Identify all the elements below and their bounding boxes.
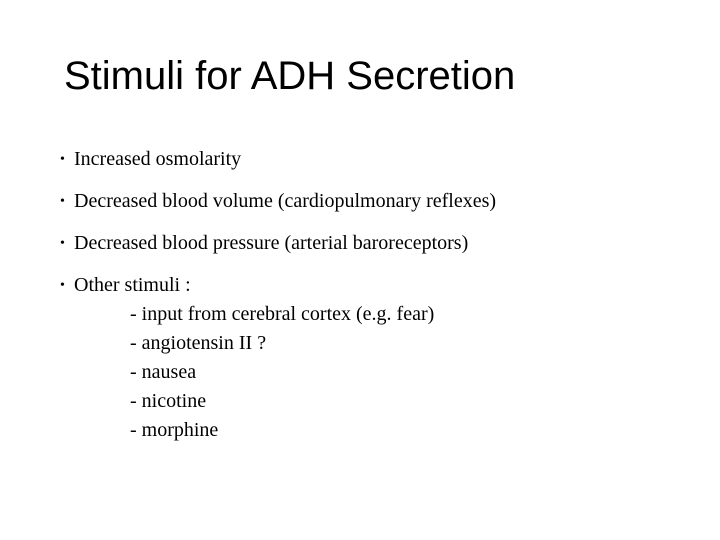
sub-bullet-item: - morphine: [130, 419, 219, 441]
bullet-text: Decreased blood pressure (arterial baroreceptors): [74, 232, 469, 254]
bullet-list: [60, 145, 700, 458]
bullet-item: [60, 187, 700, 216]
bullet-item: [60, 229, 700, 258]
bullet-item: [60, 271, 700, 445]
sub-bullet-item: - angiotensin II ?: [130, 332, 267, 354]
sub-bullet-item: - input from cerebral cortex (e.g. fear): [130, 303, 435, 325]
bullet-dot-icon: •: [60, 236, 65, 251]
bullet-text: Decreased blood volume (cardiopulmonary reflexes): [74, 190, 497, 212]
sub-bullet-item: - nausea: [130, 361, 197, 383]
slide-title: Stimuli for ADH Secretion: [64, 54, 516, 98]
bullet-dot-icon: •: [60, 152, 65, 167]
sub-bullet-item: - nicotine: [130, 390, 207, 412]
bullet-dot-icon: •: [60, 278, 65, 293]
bullet-item: [60, 145, 700, 174]
bullet-text: Increased osmolarity: [74, 148, 242, 170]
bullet-text: Other stimuli :: [74, 274, 191, 296]
sub-bullet-list: [74, 300, 700, 445]
bullet-dot-icon: •: [60, 194, 65, 209]
